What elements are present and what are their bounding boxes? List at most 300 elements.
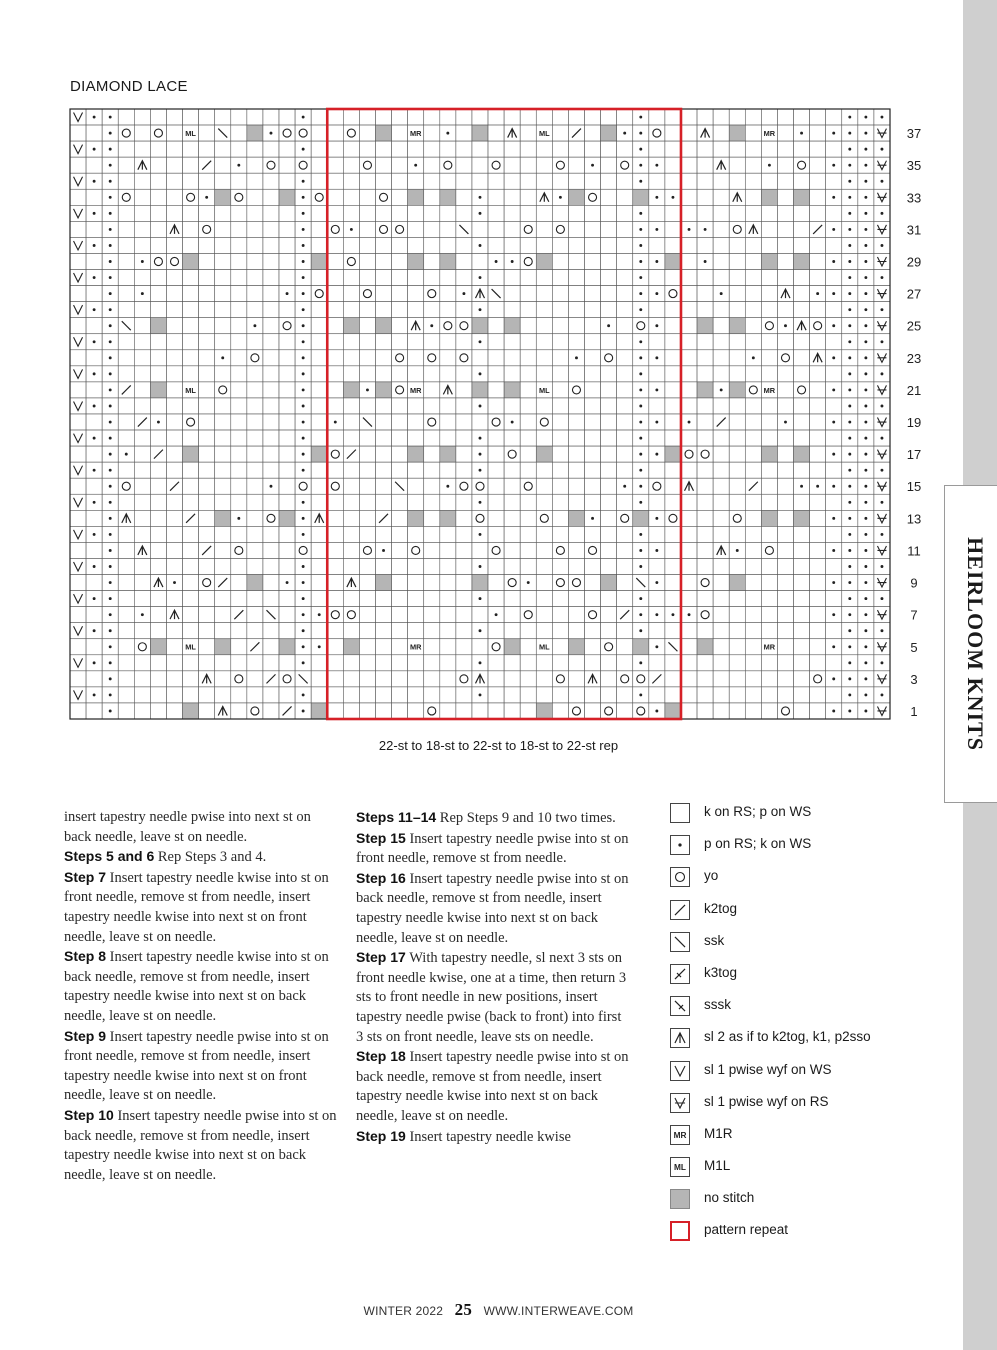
ML-symbol-icon xyxy=(670,1157,690,1177)
chart-cell xyxy=(327,510,343,526)
chart-cell xyxy=(134,655,150,671)
chart-cell xyxy=(311,558,327,574)
chart-cell xyxy=(199,414,215,430)
chart-cell xyxy=(729,510,745,526)
chart-cell xyxy=(118,334,134,350)
chart-cell xyxy=(601,591,617,607)
chart-cell xyxy=(375,591,391,607)
chart-cell xyxy=(633,189,649,205)
chart-cell xyxy=(166,687,182,703)
chart-cell xyxy=(166,350,182,366)
chart-cell xyxy=(697,510,713,526)
chart-cell xyxy=(697,558,713,574)
chart-cell xyxy=(761,558,777,574)
chart-cell xyxy=(215,382,231,398)
chart-cell xyxy=(681,334,697,350)
chart-cell xyxy=(761,446,777,462)
chart-cell xyxy=(440,189,456,205)
chart-cell xyxy=(504,366,520,382)
chart-cell xyxy=(408,366,424,382)
chart-cell xyxy=(150,221,166,237)
chart-cell xyxy=(536,703,552,719)
chart-cell xyxy=(424,703,440,719)
chart-cell xyxy=(327,141,343,157)
chart-cell xyxy=(343,494,359,510)
chart-cell xyxy=(777,221,793,237)
chart-cell xyxy=(745,462,761,478)
chart-cell xyxy=(504,703,520,719)
chart-cell xyxy=(359,671,375,687)
chart-cell xyxy=(408,446,424,462)
key-item xyxy=(670,835,950,867)
chart-cell xyxy=(810,671,826,687)
chart-cell xyxy=(166,623,182,639)
key-item xyxy=(670,803,950,835)
step-text: Insert tapestry needle pwise into st on back needle, remove st from needle, insert tapestry needle kwise into next st on back needle, leave st on needle. xyxy=(356,870,629,946)
chart-cell xyxy=(359,350,375,366)
chart-cell xyxy=(488,125,504,141)
chart-cell xyxy=(134,350,150,366)
chart-cell xyxy=(166,157,182,173)
chart-cell xyxy=(617,430,633,446)
chart-cell xyxy=(777,446,793,462)
chart-cell xyxy=(826,109,842,125)
chart-cell xyxy=(729,382,745,398)
chart-cell xyxy=(70,125,86,141)
step-label: Step 10 xyxy=(64,1106,114,1123)
chart-cell xyxy=(552,687,568,703)
chart-cell xyxy=(247,173,263,189)
chart-cell xyxy=(247,157,263,173)
chart-cell xyxy=(617,382,633,398)
chart-cell xyxy=(745,141,761,157)
chart-cell xyxy=(392,558,408,574)
chart-cell xyxy=(713,141,729,157)
chart-cell xyxy=(745,430,761,446)
chart-cell xyxy=(536,318,552,334)
chart-cell xyxy=(585,382,601,398)
chart-cell xyxy=(794,462,810,478)
chart-cell xyxy=(713,478,729,494)
chart-cell xyxy=(359,173,375,189)
chart-cell xyxy=(327,639,343,655)
chart-cell xyxy=(183,526,199,542)
chart-cell xyxy=(359,462,375,478)
chart-cell xyxy=(745,526,761,542)
chart-cell xyxy=(504,382,520,398)
chart-cell xyxy=(504,286,520,302)
chart-cell xyxy=(215,366,231,382)
chart-cell xyxy=(424,366,440,382)
chart-cell xyxy=(215,398,231,414)
chart-cell xyxy=(568,671,584,687)
chart-cell xyxy=(697,157,713,173)
chart-cell xyxy=(761,607,777,623)
chart-cell xyxy=(665,253,681,269)
chart-cell xyxy=(118,141,134,157)
chart-cell xyxy=(585,430,601,446)
chart-cell xyxy=(150,687,166,703)
chart-cell xyxy=(166,639,182,655)
chart-cell xyxy=(183,253,199,269)
chart-cell xyxy=(231,478,247,494)
chart-cell xyxy=(681,558,697,574)
chart-cell xyxy=(761,173,777,189)
knit-symbol-icon xyxy=(670,803,690,823)
chart-cell xyxy=(601,205,617,221)
chart-cell xyxy=(311,446,327,462)
chart-cell xyxy=(504,623,520,639)
chart-cell xyxy=(166,286,182,302)
chart-cell xyxy=(617,350,633,366)
chart-cell xyxy=(311,687,327,703)
chart-cell xyxy=(601,430,617,446)
chart-cell xyxy=(456,526,472,542)
row-number: 17 xyxy=(906,447,922,463)
chart-cell xyxy=(134,526,150,542)
chart-cell xyxy=(585,478,601,494)
chart-cell xyxy=(70,318,86,334)
chart-cell xyxy=(456,703,472,719)
row-number: 37 xyxy=(906,126,922,142)
chart-cell xyxy=(520,366,536,382)
chart-cell xyxy=(134,173,150,189)
chart-cell xyxy=(665,591,681,607)
chart-cell xyxy=(311,382,327,398)
chart-cell xyxy=(777,526,793,542)
chart-cell xyxy=(761,189,777,205)
chart-cell xyxy=(440,253,456,269)
chart-cell xyxy=(166,510,182,526)
chart-cell xyxy=(552,253,568,269)
chart-cell xyxy=(504,398,520,414)
chart-cell xyxy=(343,526,359,542)
chart-cell xyxy=(311,237,327,253)
chart-cell xyxy=(311,334,327,350)
row-number: 29 xyxy=(906,254,922,270)
chart-cell xyxy=(536,109,552,125)
chart-cell xyxy=(231,270,247,286)
chart-cell xyxy=(794,334,810,350)
chart-cell xyxy=(488,398,504,414)
chart-cell xyxy=(215,189,231,205)
chart-cell xyxy=(215,526,231,542)
chart-cell xyxy=(86,639,102,655)
chart-cell xyxy=(150,382,166,398)
chart-cell xyxy=(311,173,327,189)
chart-cell xyxy=(118,221,134,237)
repeat-symbol-icon xyxy=(670,1221,690,1241)
chart-cell xyxy=(745,671,761,687)
chart-cell xyxy=(343,189,359,205)
chart-cell xyxy=(263,462,279,478)
chart-cell xyxy=(697,350,713,366)
chart-cell xyxy=(231,237,247,253)
chart-cell xyxy=(215,510,231,526)
chart-cell xyxy=(118,591,134,607)
chart-cell xyxy=(697,655,713,671)
chart-cell xyxy=(375,141,391,157)
chart-cell xyxy=(440,221,456,237)
chart-cell xyxy=(649,687,665,703)
chart-cell xyxy=(504,607,520,623)
chart-cell xyxy=(488,446,504,462)
chart-cell xyxy=(520,542,536,558)
chart-cell xyxy=(826,173,842,189)
chart-cell xyxy=(488,350,504,366)
chart-cell xyxy=(777,157,793,173)
chart-cell xyxy=(343,591,359,607)
chart-cell xyxy=(504,334,520,350)
chart-cell xyxy=(585,350,601,366)
chart-cell xyxy=(279,542,295,558)
chart-cell xyxy=(536,253,552,269)
chart-cell xyxy=(826,334,842,350)
chart-cell xyxy=(697,173,713,189)
chart-cell xyxy=(311,526,327,542)
chart-cell xyxy=(697,286,713,302)
chart-cell xyxy=(231,253,247,269)
chart-cell xyxy=(183,494,199,510)
chart-cell xyxy=(311,462,327,478)
chart-cell xyxy=(183,157,199,173)
chart-cell xyxy=(166,446,182,462)
chart-cell xyxy=(166,141,182,157)
chart-cell xyxy=(231,655,247,671)
chart-cell xyxy=(601,687,617,703)
chart-cell xyxy=(681,366,697,382)
chart-cell xyxy=(359,607,375,623)
chart-cell xyxy=(183,623,199,639)
k2tog-symbol-icon xyxy=(670,900,690,920)
key-label: sl 1 pwise wyf on WS xyxy=(704,1061,832,1077)
chart-cell xyxy=(327,350,343,366)
chart-cell xyxy=(794,157,810,173)
chart-cell xyxy=(424,237,440,253)
chart-cell xyxy=(424,286,440,302)
chart-cell xyxy=(810,510,826,526)
chart-cell xyxy=(118,478,134,494)
chart-cell xyxy=(649,398,665,414)
chart-cell xyxy=(343,430,359,446)
chart-cell xyxy=(713,462,729,478)
chart-cell xyxy=(343,350,359,366)
chart-cell xyxy=(343,109,359,125)
chart-cell xyxy=(585,639,601,655)
chart-cell xyxy=(231,542,247,558)
page-footer xyxy=(0,1300,997,1320)
chart-cell xyxy=(263,542,279,558)
chart-cell xyxy=(585,334,601,350)
chart-cell xyxy=(697,237,713,253)
chart-cell xyxy=(183,350,199,366)
chart-cell xyxy=(327,478,343,494)
chart-cell xyxy=(392,382,408,398)
chart-cell xyxy=(424,109,440,125)
chart-cell xyxy=(665,462,681,478)
chart-cell xyxy=(761,109,777,125)
chart-cell xyxy=(568,687,584,703)
chart-cell xyxy=(472,173,488,189)
chart-cell xyxy=(359,478,375,494)
chart-cell xyxy=(150,237,166,253)
step-text: Rep Steps 9 and 10 two times. xyxy=(439,810,616,826)
chart-cell xyxy=(263,205,279,221)
chart-cell xyxy=(520,334,536,350)
chart-cell xyxy=(392,366,408,382)
chart-cell xyxy=(601,510,617,526)
chart-cell xyxy=(440,494,456,510)
chart-cell xyxy=(761,510,777,526)
chart-cell xyxy=(392,607,408,623)
chart-cell xyxy=(729,221,745,237)
chart-cell xyxy=(279,526,295,542)
chart-cell xyxy=(215,173,231,189)
chart-cell xyxy=(311,205,327,221)
chart-cell xyxy=(375,237,391,253)
chart-cell xyxy=(408,591,424,607)
chart-cell xyxy=(327,109,343,125)
chart-cell xyxy=(552,655,568,671)
chart-cell xyxy=(617,253,633,269)
chart-cell xyxy=(343,607,359,623)
svg-text:MR: MR xyxy=(409,128,422,138)
chart-cell xyxy=(777,334,793,350)
chart-cell xyxy=(343,462,359,478)
chart-cell xyxy=(134,703,150,719)
MR-symbol-icon xyxy=(670,1125,690,1145)
chart-cell xyxy=(601,286,617,302)
chart-cell xyxy=(166,414,182,430)
chart-cell xyxy=(504,639,520,655)
chart-cell xyxy=(440,141,456,157)
chart-cell xyxy=(86,607,102,623)
chart-cell xyxy=(536,205,552,221)
chart-cell xyxy=(665,109,681,125)
chart-cell xyxy=(456,141,472,157)
chart-cell xyxy=(713,270,729,286)
chart-cell xyxy=(665,141,681,157)
chart-cell xyxy=(488,414,504,430)
chart-cell xyxy=(343,270,359,286)
chart-cell xyxy=(440,655,456,671)
chart-cell xyxy=(343,703,359,719)
chart-cell xyxy=(794,237,810,253)
chart-cell xyxy=(681,446,697,462)
chart-cell xyxy=(231,703,247,719)
chart-cell xyxy=(199,430,215,446)
chart-cell xyxy=(166,526,182,542)
chart-cell xyxy=(359,205,375,221)
chart-cell xyxy=(150,318,166,334)
chart-cell xyxy=(536,526,552,542)
chart-cell xyxy=(263,253,279,269)
chart-cell xyxy=(665,446,681,462)
chart-cell xyxy=(392,253,408,269)
chart-cell xyxy=(456,478,472,494)
row-number: 1 xyxy=(910,704,918,719)
chart-cell xyxy=(761,414,777,430)
chart-cell xyxy=(166,189,182,205)
chart-cell xyxy=(359,366,375,382)
chart-cell xyxy=(520,398,536,414)
chart-cell xyxy=(263,687,279,703)
chart-cell xyxy=(665,510,681,526)
chart-cell xyxy=(247,302,263,318)
chart-cell xyxy=(520,157,536,173)
chart-cell xyxy=(440,607,456,623)
chart-cell xyxy=(150,302,166,318)
chart-cell xyxy=(585,558,601,574)
chart-cell xyxy=(86,414,102,430)
chart-cell xyxy=(488,639,504,655)
chart-cell xyxy=(601,462,617,478)
chart-cell xyxy=(392,639,408,655)
chart-cell xyxy=(327,591,343,607)
chart-cell xyxy=(134,575,150,591)
chart-cell xyxy=(166,270,182,286)
chart-cell xyxy=(118,205,134,221)
chart-cell xyxy=(617,189,633,205)
chart-cell xyxy=(585,253,601,269)
chart-cell xyxy=(665,687,681,703)
chart-cell xyxy=(183,655,199,671)
chart-cell xyxy=(697,382,713,398)
chart-cell xyxy=(665,558,681,574)
chart-cell xyxy=(408,703,424,719)
chart-cell xyxy=(150,494,166,510)
chart-cell xyxy=(263,575,279,591)
chart-cell xyxy=(392,173,408,189)
chart-cell xyxy=(665,366,681,382)
chart-cell xyxy=(359,253,375,269)
chart-cell xyxy=(617,318,633,334)
chart-cell xyxy=(601,270,617,286)
chart-cell xyxy=(601,655,617,671)
chart-cell xyxy=(456,542,472,558)
chart-cell xyxy=(472,125,488,141)
chart-cell xyxy=(375,671,391,687)
chart-cell xyxy=(713,350,729,366)
chart-cell xyxy=(424,526,440,542)
chart-cell xyxy=(263,318,279,334)
chart-cell xyxy=(263,526,279,542)
chart-cell xyxy=(247,286,263,302)
chart-cell xyxy=(118,607,134,623)
chart-cell xyxy=(440,462,456,478)
chart-cell xyxy=(601,607,617,623)
chart-cell xyxy=(440,270,456,286)
chart-cell xyxy=(359,575,375,591)
svg-text:MR: MR xyxy=(673,1131,687,1141)
chart-cell xyxy=(745,655,761,671)
chart-cell xyxy=(826,526,842,542)
chart-cell xyxy=(183,189,199,205)
key-item xyxy=(670,932,950,964)
chart-cell xyxy=(343,542,359,558)
chart-cell xyxy=(134,125,150,141)
key-item xyxy=(670,1157,950,1189)
chart-cell xyxy=(424,350,440,366)
svg-text:MR: MR xyxy=(763,385,776,395)
chart-cell xyxy=(585,398,601,414)
chart-cell xyxy=(681,398,697,414)
chart-cell xyxy=(134,189,150,205)
chart-cell xyxy=(761,302,777,318)
chart-cell xyxy=(359,302,375,318)
step-text: With tapestry needle, sl next 3 sts on front needle kwise, one at a time, then return 3 sts to front needle in new positions, insert tapestry needle pwise (back to front) into first 3 sts on front needle, leave sts on needle. xyxy=(356,950,627,1045)
chart-cell xyxy=(392,430,408,446)
